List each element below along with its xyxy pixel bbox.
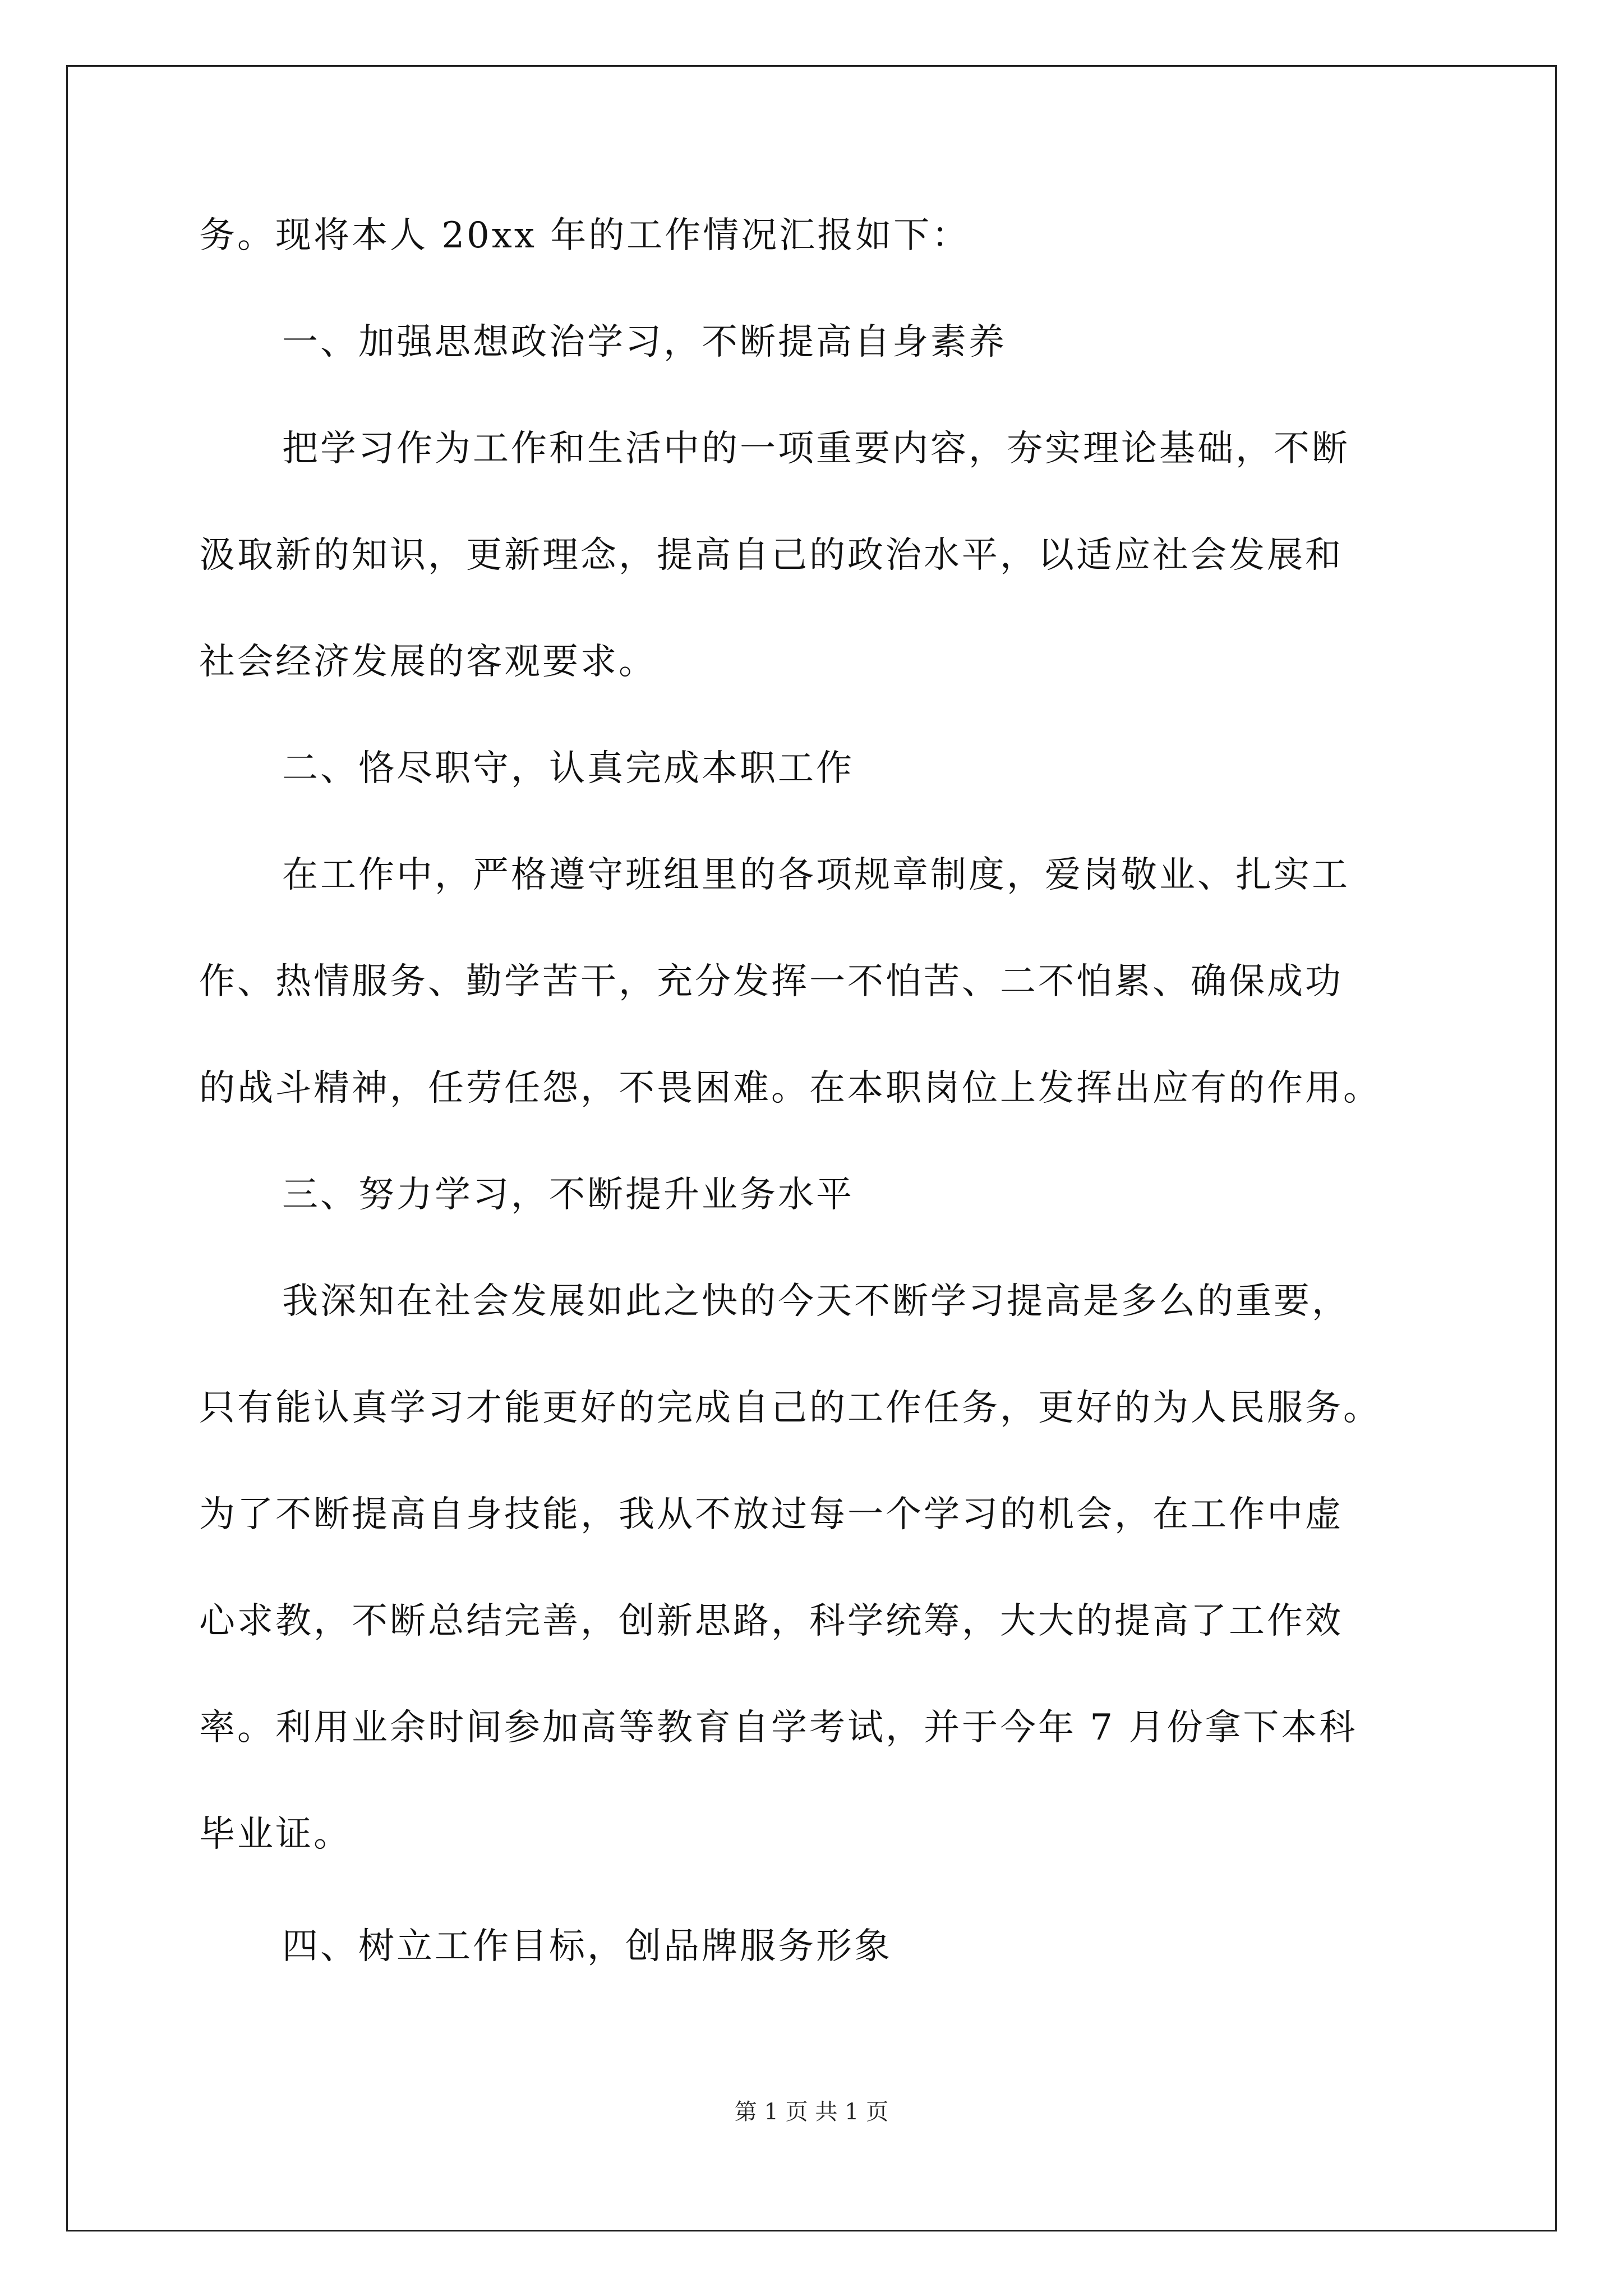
body-line: 为了不断提高自身技能，我从不放过每一个学习的机会，在工作中虚 — [199, 1494, 1343, 1535]
body-line: 我深知在社会发展如此之快的今天不断学习提高是多么的重要， — [282, 1281, 1350, 1322]
page-border — [66, 65, 1557, 2231]
body-line: 只有能认真学习才能更好的完成自己的工作任务，更好的为人民服务。 — [199, 1387, 1381, 1429]
body-line: 的战斗精神，任劳任怨，不畏困难。在本职岗位上发挥出应有的作用。 — [199, 1068, 1381, 1109]
section-heading-1: 一、加强思想政治学习，不断提高自身素养 — [282, 321, 1007, 363]
body-line: 汲取新的知识，更新理念，提高自己的政治水平，以适应社会发展和 — [199, 535, 1343, 576]
body-line: 社会经济发展的客观要求。 — [199, 641, 657, 683]
section-heading-3: 三、努力学习，不断提升业务水平 — [282, 1174, 854, 1216]
body-line: 把学习作为工作和生活中的一项重要内容，夯实理论基础，不断 — [282, 428, 1350, 470]
section-heading-4: 四、树立工作目标，创品牌服务形象 — [282, 1926, 892, 1967]
body-line: 率。利用业余时间参加高等教育自学考试，并于今年 7 月份拿下本科 — [199, 1707, 1358, 1749]
body-line: 毕业证。 — [199, 1814, 352, 1855]
body-line: 在工作中，严格遵守班组里的各项规章制度，爱岗敬业、扎实工 — [282, 854, 1350, 896]
page-number-footer: 第 1 页 共 1 页 — [734, 2099, 889, 2125]
body-line: 心求教，不断总结完善，创新思路，科学统筹，大大的提高了工作效 — [199, 1600, 1343, 1642]
section-heading-2: 二、恪尽职守，认真完成本职工作 — [282, 748, 854, 789]
body-line: 作、热情服务、勤学苦干，充分发挥一不怕苦、二不怕累、确保成功 — [199, 961, 1343, 1002]
body-line: 务。现将本人 20xx 年的工作情况汇报如下： — [199, 215, 970, 256]
